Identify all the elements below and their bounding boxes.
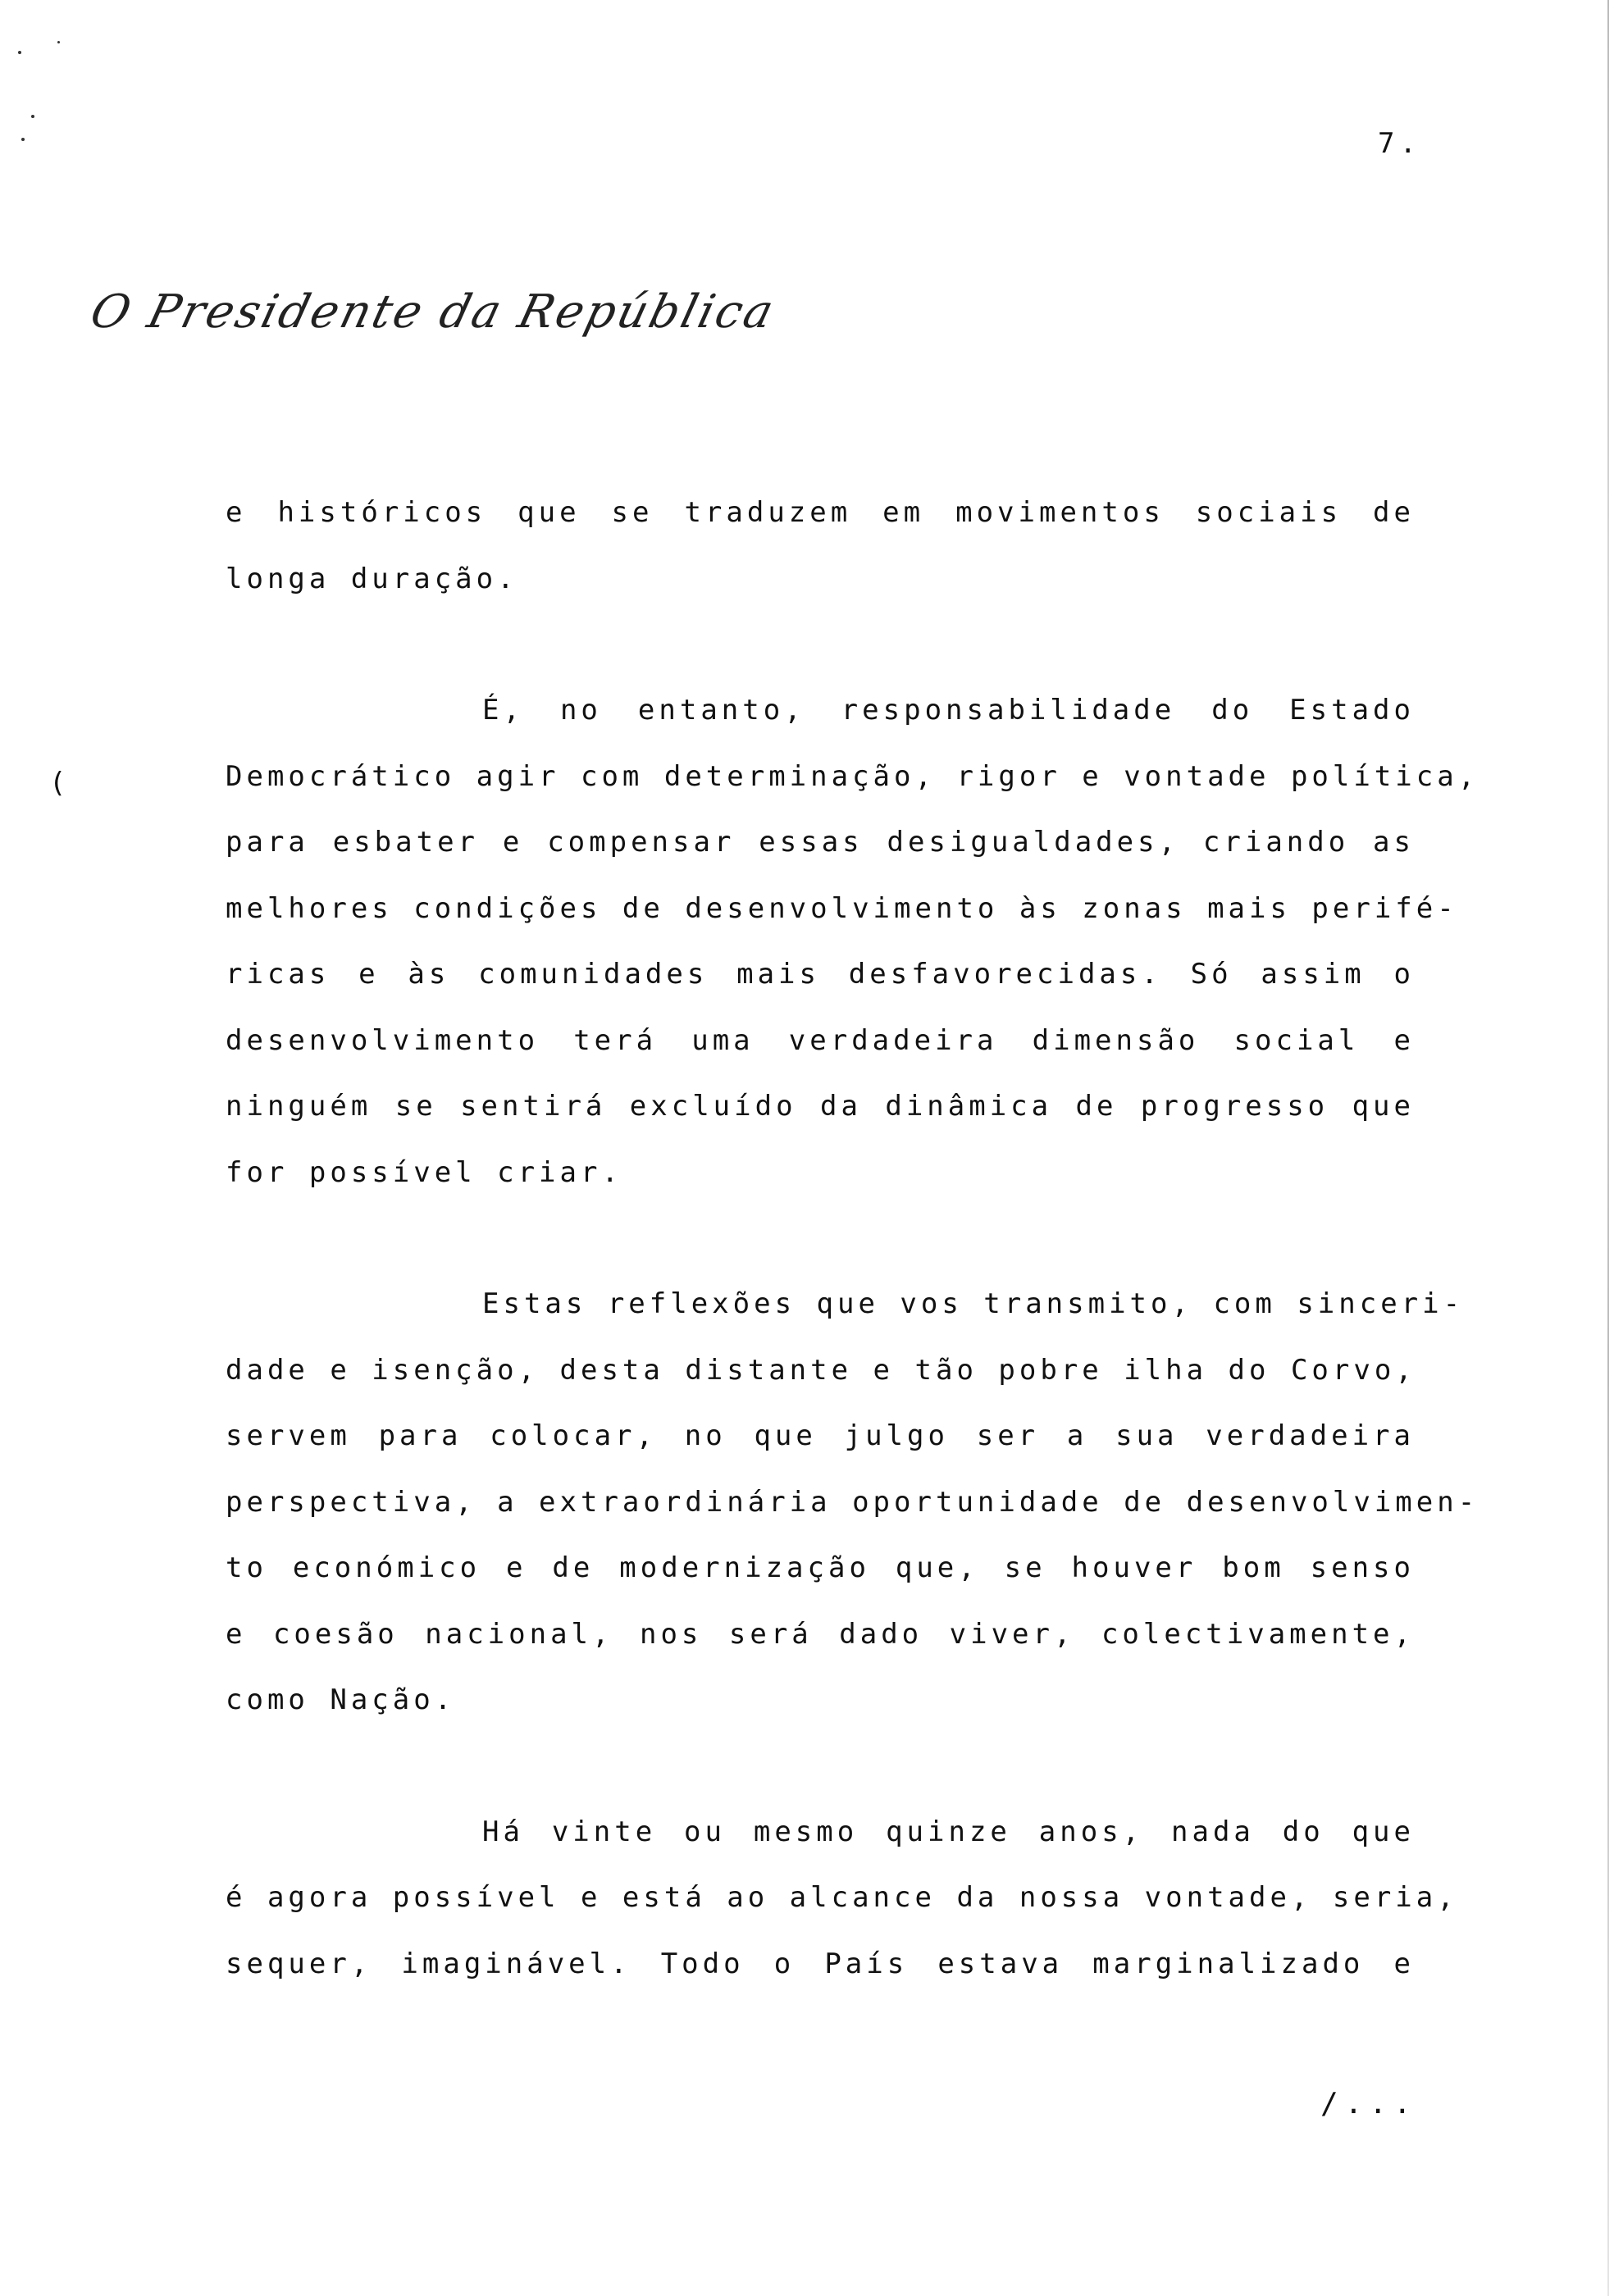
text-line: melhores condições de desenvolvimento às zonas mais perifé- xyxy=(226,891,1458,925)
scan-speck xyxy=(21,138,25,141)
text-line: e históricos que se traduzem em movimentos sociais de xyxy=(226,496,1415,529)
text-line: perspectiva, a extraordinária oportunidade de desenvolvimen- xyxy=(226,1485,1480,1519)
text-line: como Nação. xyxy=(226,1683,456,1716)
scan-speck xyxy=(31,115,34,118)
text-line: e coesão nacional, nos será dado viver, colectivamente, xyxy=(226,1617,1415,1651)
page-number: 7. xyxy=(1378,127,1421,160)
paragraph xyxy=(226,1271,1480,1733)
margin-mark: ( xyxy=(49,767,66,800)
text-line: for possível criar. xyxy=(226,1155,622,1189)
text-line: dade e isenção, desta distante e tão pobre ilha do Corvo, xyxy=(226,1353,1416,1387)
text-line: Estas reflexões que vos transmito, com sinceri- xyxy=(482,1287,1465,1320)
paragraph xyxy=(226,480,1415,612)
text-line: longa duração. xyxy=(226,562,518,595)
text-line: é agora possível e está ao alcance da nossa vontade, seria, xyxy=(226,1881,1458,1914)
text-line: to económico e de modernização que, se houver bom senso xyxy=(226,1551,1415,1584)
scan-edge-line xyxy=(1607,0,1609,2296)
letterhead: O Presidente da República xyxy=(84,285,782,339)
text-line: servem para colocar, no que julgo ser a sua verdadeira xyxy=(226,1419,1415,1452)
paragraph xyxy=(226,677,1480,1205)
text-line: ninguém se sentirá excluído da dinâmica de progresso que xyxy=(226,1090,1415,1123)
text-line: ricas e às comunidades mais desfavorecidas. Só assim o xyxy=(226,958,1415,991)
scan-speck xyxy=(18,51,21,54)
text-line: É, no entanto, responsabilidade do Estado xyxy=(482,694,1415,727)
text-line: Democrático agir com determinação, rigor e vontade política, xyxy=(226,759,1480,793)
scan-speck xyxy=(57,41,60,43)
text-line: para esbater e compensar essas desigualdades, criando as xyxy=(226,826,1415,859)
paragraph xyxy=(226,1799,1458,1998)
text-line: desenvolvimento terá uma verdadeira dimensão social e xyxy=(226,1023,1415,1057)
text-line: Há vinte ou mesmo quinze anos, nada do que xyxy=(482,1815,1415,1848)
text-line: sequer, imaginável. Todo o País estava marginalizado e xyxy=(226,1947,1415,1980)
body-text xyxy=(226,480,1480,2062)
continuation-mark: /... xyxy=(1320,2087,1418,2121)
